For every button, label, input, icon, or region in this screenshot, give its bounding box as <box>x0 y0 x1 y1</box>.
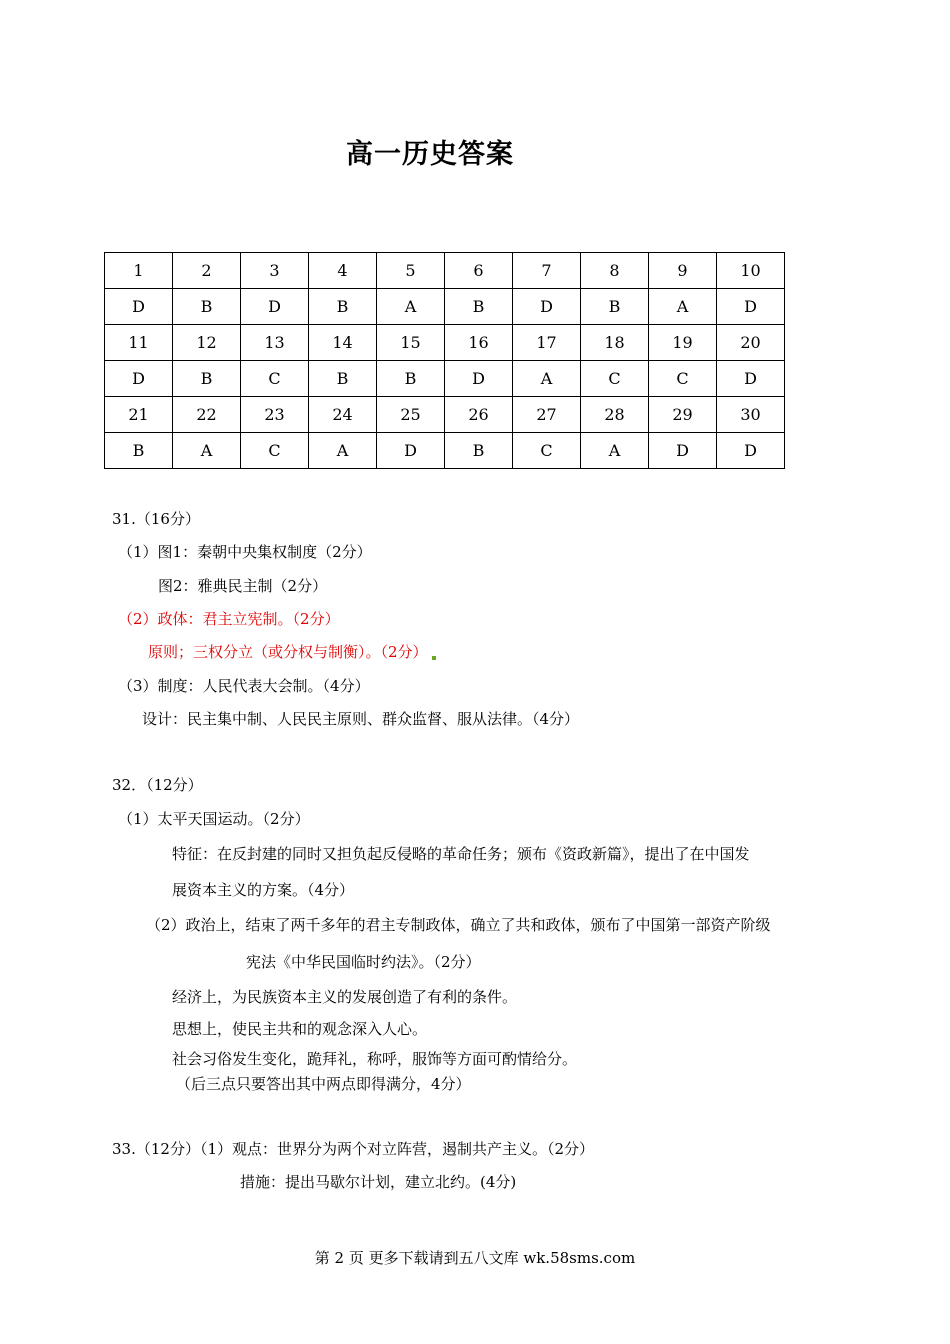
table-cell: D <box>649 433 717 469</box>
table-cell: 24 <box>309 397 377 433</box>
table-cell: 30 <box>717 397 785 433</box>
q33-line-2: 措施：提出马歇尔计划，建立北约。(4分) <box>240 1173 517 1191</box>
table-cell: D <box>241 289 309 325</box>
table-cell: C <box>513 433 581 469</box>
q32-header: 32．（12分） <box>112 776 203 794</box>
table-cell: C <box>241 433 309 469</box>
q32-line-1: （1）太平天国运动。（2分） <box>118 810 310 828</box>
table-cell: D <box>717 289 785 325</box>
q31-line-1: （1）图1：秦朝中央集权制度（2分） <box>118 543 372 561</box>
table-cell: 7 <box>513 253 581 289</box>
q31-line-3: （2）政体：君主立宪制。（2分） <box>118 610 340 628</box>
table-cell: B <box>309 289 377 325</box>
q31-line-4-text: 原则；三权分立（或分权与制衡）。（2分） <box>148 643 428 661</box>
table-row <box>105 433 785 469</box>
table-cell: 17 <box>513 325 581 361</box>
table-cell: 28 <box>581 397 649 433</box>
table-cell: B <box>105 433 173 469</box>
table-cell: D <box>445 361 513 397</box>
page-footer: 第 2 页 更多下载请到五八文库 wk.58sms.com <box>314 1249 636 1267</box>
table-cell: D <box>717 361 785 397</box>
table-row <box>105 325 785 361</box>
page-title: 高一历史答案 <box>346 139 514 170</box>
table-cell: 11 <box>105 325 173 361</box>
table-cell: 18 <box>581 325 649 361</box>
table-cell: D <box>717 433 785 469</box>
q32-line-6: 经济上，为民族资本主义的发展创造了有利的条件。 <box>172 988 518 1006</box>
table-cell: B <box>173 289 241 325</box>
table-cell: B <box>445 289 513 325</box>
table-cell: A <box>309 433 377 469</box>
q32-line-2: 特征：在反封建的同时又担负起反侵略的革命任务；颁布《资政新篇》，提出了在中国发 <box>172 845 750 863</box>
q31-header: 31.（16分） <box>112 510 200 528</box>
table-cell: 27 <box>513 397 581 433</box>
table-cell: C <box>649 361 717 397</box>
answer-table <box>104 252 785 469</box>
q32-line-8: 社会习俗发生变化，跪拜礼，称呼，服饰等方面可酌情给分。 <box>172 1050 578 1068</box>
table-cell: D <box>105 289 173 325</box>
q31-line-4 <box>148 643 436 661</box>
table-cell: 8 <box>581 253 649 289</box>
table-cell: 4 <box>309 253 377 289</box>
table-cell: 12 <box>173 325 241 361</box>
table-cell: 14 <box>309 325 377 361</box>
table-cell: A <box>173 433 241 469</box>
table-cell: 10 <box>717 253 785 289</box>
table-cell: 23 <box>241 397 309 433</box>
q32-line-3: 展资本主义的方案。（4分） <box>172 881 355 899</box>
table-cell: D <box>105 361 173 397</box>
table-cell: A <box>513 361 581 397</box>
table-cell: 26 <box>445 397 513 433</box>
table-cell: B <box>581 289 649 325</box>
table-row <box>105 397 785 433</box>
q31-line-2: 图2：雅典民主制（2分） <box>158 577 328 595</box>
q31-line-6: 设计：民主集中制、人民民主原则、群众监督、服从法律。（4分） <box>142 710 580 728</box>
table-row <box>105 289 785 325</box>
table-cell: 9 <box>649 253 717 289</box>
table-cell: 15 <box>377 325 445 361</box>
table-cell: 21 <box>105 397 173 433</box>
table-cell: B <box>445 433 513 469</box>
marker-dot <box>432 656 436 660</box>
q32-line-7: 思想上，使民主共和的观念深入人心。 <box>172 1020 428 1038</box>
table-cell: 1 <box>105 253 173 289</box>
table-cell: 6 <box>445 253 513 289</box>
table-cell: A <box>649 289 717 325</box>
q33-line-1: 33.（12分）（1）观点：世界分为两个对立阵营，遏制共产主义。（2分） <box>112 1140 595 1158</box>
table-cell: 19 <box>649 325 717 361</box>
table-cell: 3 <box>241 253 309 289</box>
table-cell: 29 <box>649 397 717 433</box>
table-cell: A <box>581 433 649 469</box>
table-cell: 13 <box>241 325 309 361</box>
table-cell: 5 <box>377 253 445 289</box>
table-cell: A <box>377 289 445 325</box>
table-cell: 2 <box>173 253 241 289</box>
table-cell: C <box>241 361 309 397</box>
table-cell: B <box>309 361 377 397</box>
table-cell: 22 <box>173 397 241 433</box>
q32-line-9: （后三点只要答出其中两点即得满分，4分） <box>176 1075 471 1093</box>
table-cell: 20 <box>717 325 785 361</box>
q32-line-5: 宪法《中华民国临时约法》。（2分） <box>246 953 481 971</box>
table-cell: 16 <box>445 325 513 361</box>
table-cell: 25 <box>377 397 445 433</box>
q32-line-4: （2）政治上，结束了两千多年的君主专制政体，确立了共和政体，颁布了中国第一部资产阶级 <box>146 916 771 934</box>
table-cell: D <box>513 289 581 325</box>
table-row <box>105 361 785 397</box>
q31-line-5: （3）制度：人民代表大会制。（4分） <box>118 677 370 695</box>
table-cell: B <box>173 361 241 397</box>
table-cell: D <box>377 433 445 469</box>
table-cell: B <box>377 361 445 397</box>
table-cell: C <box>581 361 649 397</box>
table-row <box>105 253 785 289</box>
